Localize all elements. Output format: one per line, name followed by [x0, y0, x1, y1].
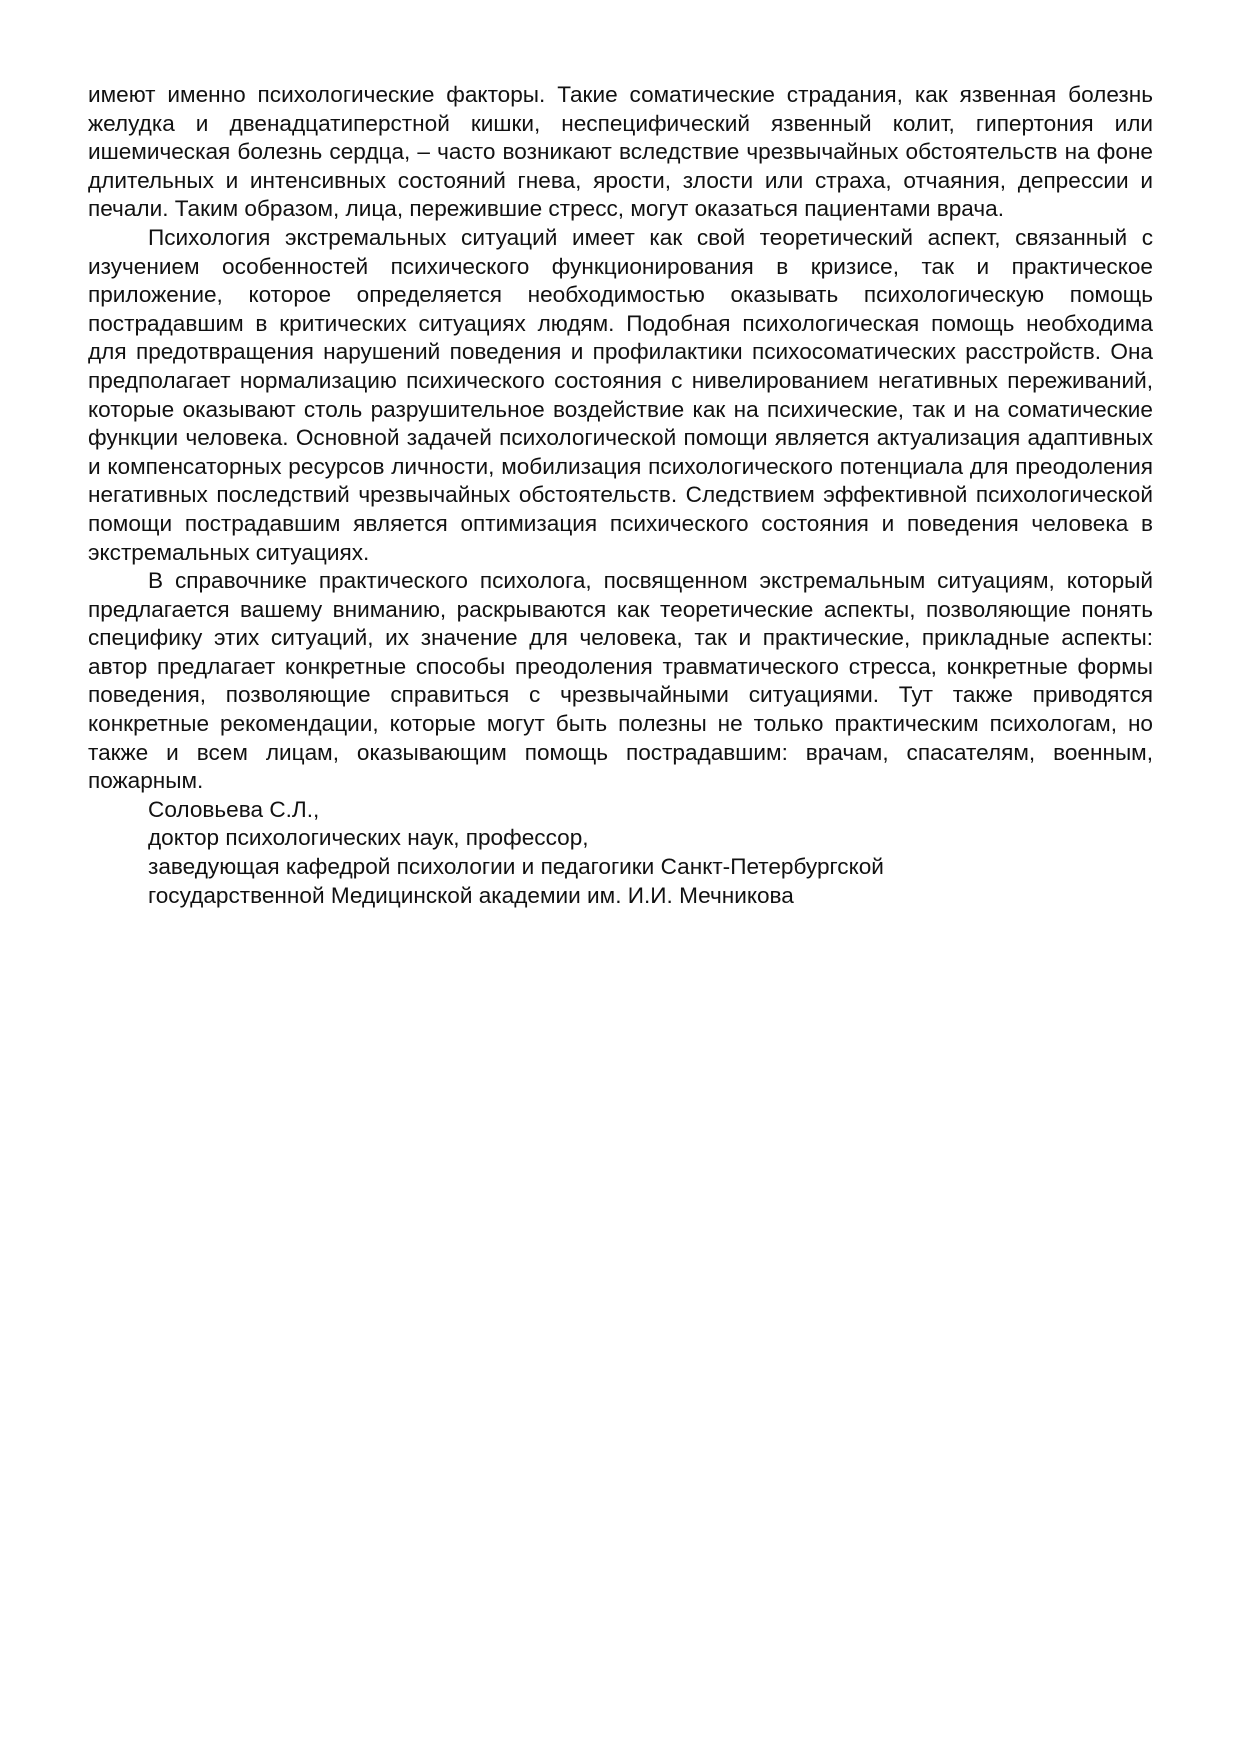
paragraph-continuation: имеют именно психологические факторы. Такие соматические страдания, как язвенная болезнь желудка и двенадцатиперстной кишки, неспецифический язвенный колит, гипертония или ишемическая болезнь сердца, – часто возникают вследствие чрезвычайных обстоятельств на фоне длительных и интенсивных состояний гнева, ярости, злости или страха, отчаяния, депрессии и печали. Таким образом, лица, пережившие стресс, могут оказаться пациентами врача. [88, 82, 1153, 222]
signature-block [88, 796, 1153, 910]
paragraph-handbook: В справочнике практического психолога, посвященном экстремальным ситуациям, который предлагается вашему вниманию, раскрываются как теоретические аспекты, позволяющие понять специфику этих ситуаций, их значение для человека, так и практические, прикладные аспекты: автор предлагает конкретные способы преодоления травматического стресса, конкретные формы поведения, позволяющие справиться с чрезвычайными ситуациями. Тут также приводятся конкретные рекомендации, которые могут быть полезны не только практическим психологам, но также и всем лицам, оказывающим помощь пострадавшим: врачам, спасателям, военным, пожарным. [88, 568, 1153, 794]
signature-institution: государственной Медицинской академии им. И.И. Мечникова [148, 882, 794, 908]
signature-name: Соловьева С.Л., [148, 796, 320, 822]
signature-degree: доктор психологических наук, профессор, [148, 825, 589, 851]
document-page [88, 81, 1153, 910]
paragraph-extreme-psychology: Психология экстремальных ситуаций имеет как свой теоретический аспект, связанный с изучением особенностей психического функционирования в кризисе, так и практическое приложение, которое определяется необходимостью оказывать психологическую помощь пострадавшим в критических ситуациях людям. Подобная психологическая помощь необходима для предотвращения нарушений поведения и профилактики психосоматических расстройств. Она предполагает нормализацию психического состояния с нивелированием негативных переживаний, которые оказывают столь разрушительное воздействие как на психические, так и на соматические функции человека. Основной задачей психологической помощи является актуализация адаптивных и компенсаторных ресурсов личности, мобилизация психологического потенциала для преодоления негативных последствий чрезвычайных обстоятельств. Следствием эффективной психологической помощи пострадавшим является оптимизация психического состояния и поведения человека в экстремальных ситуациях. [88, 224, 1153, 565]
signature-position: заведующая кафедрой психологии и педагогики Санкт-Петербургской [148, 854, 884, 880]
